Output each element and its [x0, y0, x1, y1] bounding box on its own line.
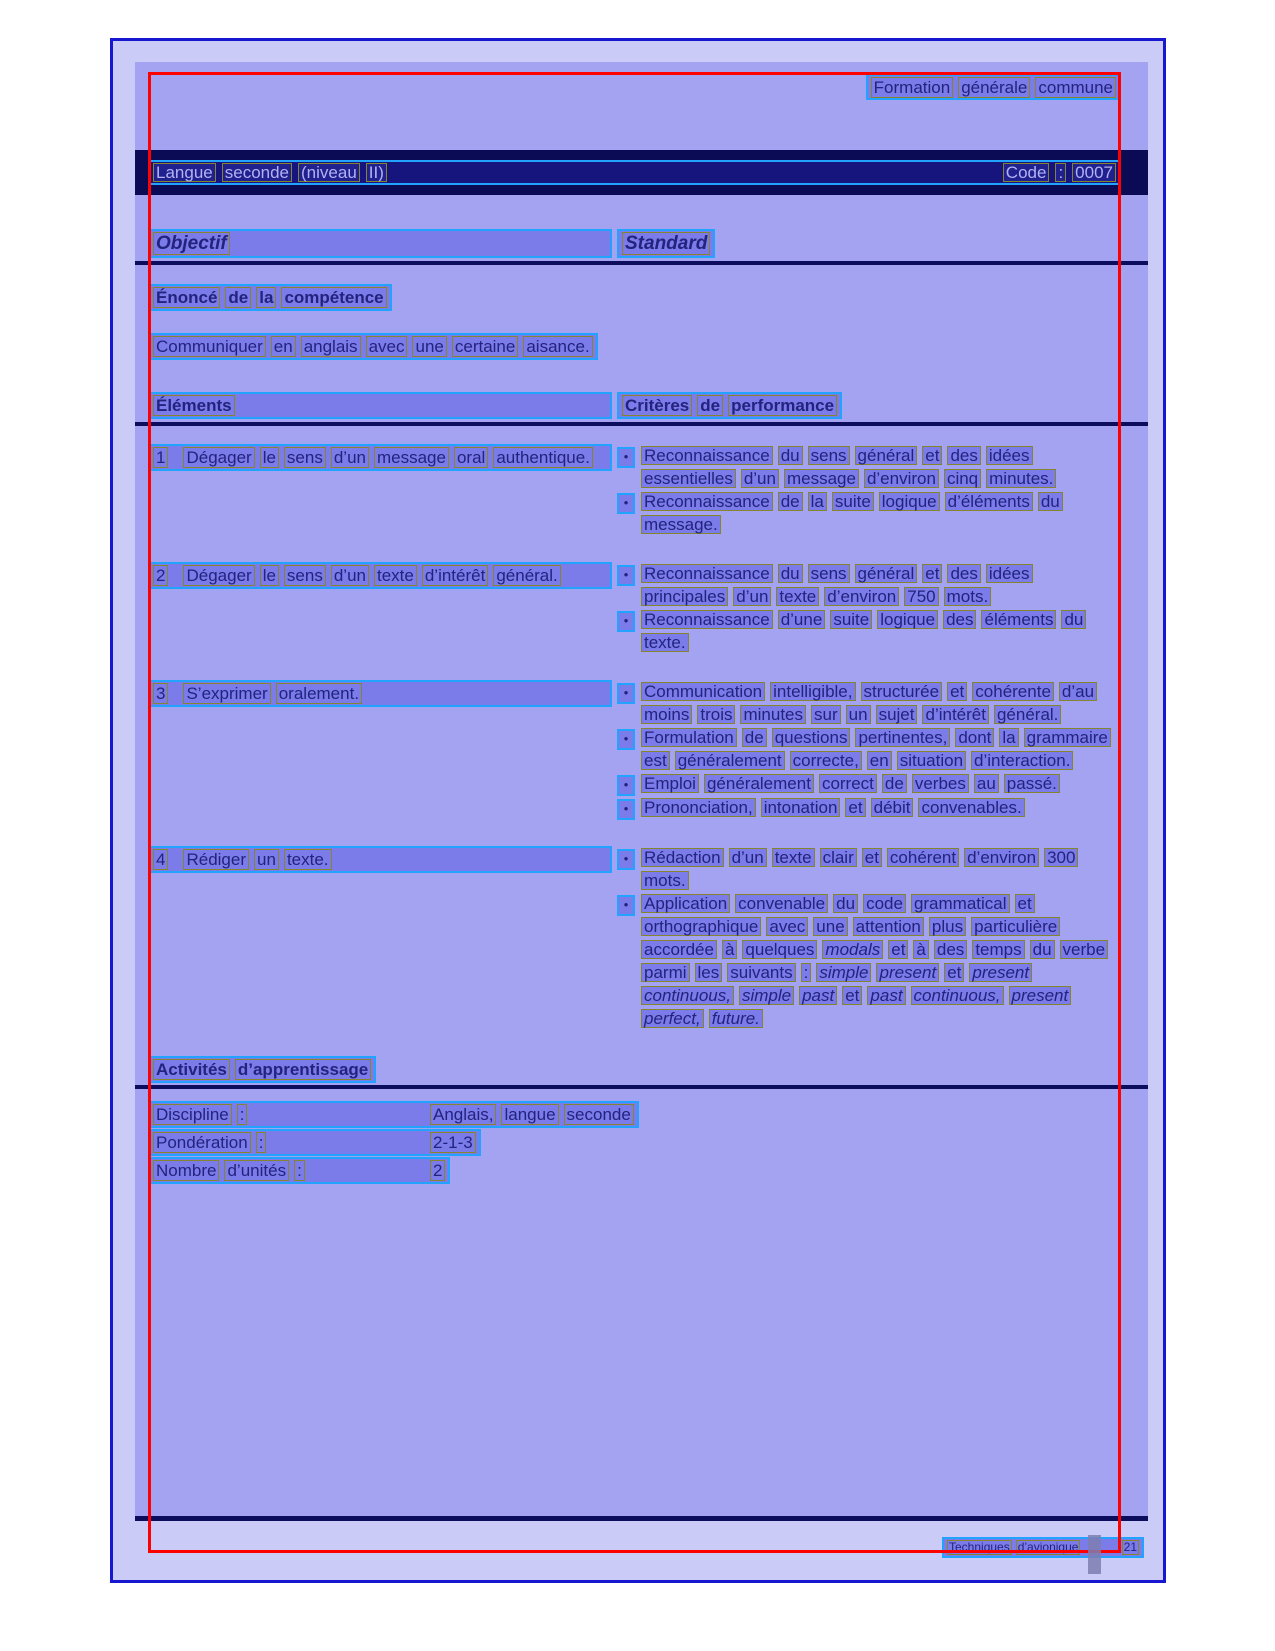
word-box: d’intérêt: [922, 705, 988, 724]
word-box: les: [695, 963, 723, 982]
word-box: grammatical: [911, 894, 1010, 913]
word-box: passé.: [1004, 774, 1060, 793]
word-box: sens: [808, 446, 850, 465]
word-box: simple: [816, 963, 871, 982]
bullet-icon: •: [617, 493, 635, 514]
word-box: :: [237, 1104, 248, 1125]
word-box: :: [801, 963, 812, 982]
criterion-item: [617, 444, 1121, 490]
word-box: général.: [994, 705, 1061, 724]
word-box: past: [799, 986, 837, 1005]
word-box: texte.: [641, 633, 689, 652]
element-cell: [148, 562, 612, 589]
field-row: [148, 1101, 639, 1128]
word-box: et: [1015, 894, 1035, 913]
criterion-item: [617, 490, 1121, 536]
word-box: et: [842, 986, 862, 1005]
bullet-icon: •: [617, 775, 635, 796]
word-box: 750: [904, 587, 938, 606]
word-box: dont: [955, 728, 994, 747]
word-box: un: [846, 705, 871, 724]
word-box: 0007: [1072, 163, 1116, 182]
word-box: verbes: [912, 774, 969, 793]
word-box: 2: [430, 1160, 445, 1181]
word-box: Formation: [871, 77, 954, 98]
word-box: plus: [929, 917, 966, 936]
field-label: [153, 1160, 425, 1181]
word-box: d’environ: [824, 587, 899, 606]
word-box: avec: [766, 917, 808, 936]
activites-title: [148, 1056, 376, 1083]
word-box: II): [366, 163, 387, 182]
word-box: la: [808, 492, 827, 511]
word-box: Discipline: [153, 1104, 232, 1125]
word-box: du: [1061, 610, 1086, 629]
word-box: sens: [808, 564, 850, 583]
element-row: [148, 846, 1121, 1030]
word-box: mots.: [641, 871, 689, 890]
word-box: Reconnaissance: [641, 564, 773, 583]
content-area: [135, 62, 1148, 1521]
word-box: Communication: [641, 682, 765, 701]
word-box: Rédaction: [641, 848, 724, 867]
enonce-statement: [148, 333, 598, 360]
word-box: temps: [972, 940, 1024, 959]
bullet-icon: •: [617, 565, 635, 586]
word-box: d’un: [331, 565, 369, 586]
word-box: général: [855, 446, 918, 465]
word-box: suite: [830, 610, 872, 629]
word-box: compétence: [281, 287, 386, 308]
word-box: cohérent: [887, 848, 959, 867]
word-box: sur: [811, 705, 841, 724]
word-box: Dégager: [183, 447, 254, 468]
field-value: [430, 1160, 445, 1181]
word-box: du: [1030, 940, 1055, 959]
word-box: aisance.: [523, 336, 592, 357]
word-box: Communiquer: [153, 336, 266, 357]
bullet-icon: •: [617, 895, 635, 916]
bullet-icon: •: [617, 729, 635, 750]
word-box: d’un: [733, 587, 771, 606]
word-box: d’environ: [864, 469, 939, 488]
word-box: mots.: [944, 587, 992, 606]
word-box: modals: [822, 940, 883, 959]
word-box: performance: [728, 395, 837, 416]
word-box: et: [944, 963, 964, 982]
title-bar: [135, 150, 1148, 195]
word-box: de: [697, 395, 723, 416]
word-box: convenables.: [918, 798, 1024, 817]
criterion-item: [617, 796, 1121, 820]
word-box: clair: [820, 848, 857, 867]
word-box: Formulation: [641, 728, 737, 747]
word-box: moins: [641, 705, 692, 724]
word-box: au: [974, 774, 999, 793]
word-box: seconde: [564, 1104, 634, 1125]
word-box: du: [1038, 492, 1063, 511]
word-box: convenable: [735, 894, 828, 913]
bullet-icon: •: [617, 849, 635, 870]
word-box: certaine: [452, 336, 518, 357]
course-title: [153, 163, 387, 182]
word-box: orthographique: [641, 917, 761, 936]
word-box: oral: [454, 447, 488, 468]
word-box: 3: [153, 683, 168, 704]
bullet-icon: •: [617, 447, 635, 468]
word-box: continuous,: [911, 986, 1004, 1005]
word-box: généralement: [704, 774, 814, 793]
word-box: d’un: [729, 848, 767, 867]
word-box: du: [778, 446, 803, 465]
word-box: minutes.: [986, 469, 1056, 488]
word-box: logique: [877, 610, 938, 629]
page-footer: [942, 1537, 1144, 1558]
word-box: intonation: [761, 798, 841, 817]
word-box: une: [412, 336, 446, 357]
criterion-item: [617, 608, 1121, 654]
word-box: d’apprentissage: [235, 1059, 371, 1080]
word-box: pertinentes,: [855, 728, 950, 747]
criterion-text: [641, 444, 1121, 490]
word-box: 2-1-3: [430, 1132, 476, 1153]
word-box: Techniques: [949, 1540, 1010, 1554]
criterion-text: [641, 562, 1121, 608]
element-cell: [148, 680, 612, 707]
criteria-cell: [617, 562, 1121, 654]
word-box: le: [260, 447, 279, 468]
footer-page-number: [1122, 1540, 1139, 1555]
word-box: perfect,: [641, 1009, 704, 1028]
word-box: d’intérêt: [422, 565, 488, 586]
word-box: la: [999, 728, 1018, 747]
word-box: d’avionique: [1017, 1540, 1079, 1554]
word-box: d’une: [778, 610, 826, 629]
field-row: [148, 1157, 450, 1184]
enonce-title: [148, 284, 392, 311]
word-box: général: [855, 564, 918, 583]
horizontal-rule: [135, 261, 1148, 265]
word-box: logique: [879, 492, 940, 511]
word-box: message: [784, 469, 859, 488]
word-box: structurée: [861, 682, 943, 701]
horizontal-rule: [135, 422, 1148, 426]
word-box: Code: [1003, 163, 1050, 182]
word-box: en: [271, 336, 296, 357]
word-box: d’au: [1059, 682, 1097, 701]
doc-category-row: [148, 62, 1121, 100]
criterion-item: [617, 562, 1121, 608]
word-box: à: [913, 940, 928, 959]
word-box: idées: [986, 564, 1033, 583]
word-box: d’un: [331, 447, 369, 468]
word-box: généralement: [675, 751, 785, 770]
word-box: Prononciation,: [641, 798, 756, 817]
word-box: message.: [641, 515, 721, 534]
objectif-standard-row: [148, 229, 1121, 258]
word-box: Dégager: [183, 565, 254, 586]
word-box: Langue: [153, 163, 216, 182]
word-box: le: [260, 565, 279, 586]
criterion-item: [617, 726, 1121, 772]
criteria-cell: [617, 846, 1121, 1030]
word-box: du: [833, 894, 858, 913]
word-box: 2: [153, 565, 168, 586]
field-label: [153, 1104, 425, 1125]
footer-program: [947, 1540, 1080, 1555]
word-box: de: [778, 492, 803, 511]
word-box: intelligible,: [770, 682, 855, 701]
word-box: suivants: [727, 963, 795, 982]
activites-fields: [148, 1101, 1121, 1185]
word-box: continuous,: [641, 986, 734, 1005]
word-box: Anglais,: [430, 1104, 496, 1125]
word-box: Énoncé: [153, 287, 220, 308]
word-box: d’un: [741, 469, 779, 488]
element-cell: [148, 846, 612, 873]
criterion-text: [641, 796, 1030, 819]
word-box: 21: [1123, 1540, 1137, 1554]
word-box: et: [947, 682, 967, 701]
criterion-text: [641, 726, 1121, 772]
elements-heading: [148, 392, 612, 419]
element-cell: [148, 444, 612, 471]
criterion-text: [641, 608, 1121, 654]
word-box: anglais: [301, 336, 361, 357]
word-box: message: [374, 447, 449, 468]
word-box: texte: [374, 565, 417, 586]
word-box: de: [225, 287, 251, 308]
criterion-text: [641, 772, 1065, 795]
word-box: oralement.: [276, 683, 362, 704]
word-box: d’environ: [964, 848, 1039, 867]
word-box: trois: [697, 705, 735, 724]
word-box: grammaire: [1024, 728, 1111, 747]
word-box: :: [1055, 163, 1066, 182]
word-box: texte: [776, 587, 819, 606]
word-box: à: [722, 940, 737, 959]
word-box: sujet: [876, 705, 918, 724]
word-box: texte.: [284, 849, 332, 870]
word-box: questions: [772, 728, 851, 747]
word-box: minutes: [740, 705, 806, 724]
criterion-text: [641, 490, 1121, 536]
word-box: et: [862, 848, 882, 867]
word-box: correct: [819, 774, 877, 793]
word-box: suite: [832, 492, 874, 511]
word-box: S’exprimer: [183, 683, 270, 704]
word-box: accordée: [641, 940, 717, 959]
field-value: [430, 1104, 634, 1125]
word-box: de: [742, 728, 767, 747]
criteria-cell: [617, 680, 1121, 820]
word-box: débit: [871, 798, 914, 817]
field-row: [148, 1129, 481, 1156]
word-box: seconde: [222, 163, 292, 182]
word-box: Standard: [622, 232, 710, 255]
word-box: 4: [153, 849, 168, 870]
word-box: d’interaction.: [971, 751, 1073, 770]
word-box: situation: [897, 751, 966, 770]
criterion-text: [641, 680, 1121, 726]
word-box: 300: [1044, 848, 1078, 867]
criteria-cell: [617, 444, 1121, 536]
word-box: code: [863, 894, 906, 913]
elements-table: [148, 444, 1121, 1030]
word-box: et: [922, 446, 942, 465]
word-box: sens: [284, 565, 326, 586]
word-box: en: [867, 751, 892, 770]
criterion-text: [641, 892, 1121, 1030]
word-box: une: [813, 917, 847, 936]
word-box: future.: [709, 1009, 763, 1028]
word-box: des: [947, 564, 980, 583]
word-box: cohérente: [972, 682, 1054, 701]
footer-line: [942, 1537, 1144, 1558]
word-box: Pondération: [153, 1132, 251, 1153]
word-box: un: [254, 849, 279, 870]
objectif-heading: [148, 229, 612, 258]
word-box: quelques: [742, 940, 817, 959]
course-code: [1003, 163, 1116, 182]
standard-heading: [617, 229, 715, 258]
word-box: des: [934, 940, 967, 959]
horizontal-rule: [135, 1085, 1148, 1089]
title-bar-line: [148, 160, 1121, 185]
word-box: Reconnaissance: [641, 492, 773, 511]
word-box: de: [882, 774, 907, 793]
word-box: particulière: [971, 917, 1060, 936]
word-box: present: [969, 963, 1032, 982]
word-box: avec: [366, 336, 408, 357]
word-box: present: [876, 963, 939, 982]
word-box: :: [256, 1132, 267, 1153]
word-box: du: [778, 564, 803, 583]
word-box: Reconnaissance: [641, 446, 773, 465]
word-box: général.: [493, 565, 560, 586]
word-box: la: [256, 287, 276, 308]
word-box: Reconnaissance: [641, 610, 773, 629]
word-box: correcte,: [790, 751, 862, 770]
criterion-item: [617, 846, 1121, 892]
criterion-item: [617, 680, 1121, 726]
word-box: d’éléments: [945, 492, 1033, 511]
criterion-item: [617, 892, 1121, 1030]
element-row: [148, 444, 1121, 536]
bullet-icon: •: [617, 799, 635, 820]
word-box: parmi: [641, 963, 690, 982]
element-row: [148, 562, 1121, 654]
word-box: d’unités: [224, 1160, 289, 1181]
word-box: éléments: [981, 610, 1056, 629]
doc-category: [866, 74, 1121, 100]
word-box: et: [888, 940, 908, 959]
criterion-text: [641, 846, 1121, 892]
word-box: cinq: [944, 469, 981, 488]
word-box: Critères: [622, 395, 692, 416]
word-box: verbe: [1060, 940, 1109, 959]
word-box: authentique.: [493, 447, 593, 468]
word-box: texte: [772, 848, 815, 867]
word-box: et: [845, 798, 865, 817]
word-box: attention: [853, 917, 924, 936]
word-box: Éléments: [153, 395, 235, 416]
word-box: commune: [1035, 77, 1116, 98]
word-box: Nombre: [153, 1160, 219, 1181]
element-row: [148, 680, 1121, 820]
field-value: [430, 1132, 476, 1153]
word-box: et: [922, 564, 942, 583]
word-box: (niveau: [298, 163, 360, 182]
word-box: idées: [986, 446, 1033, 465]
word-box: sens: [284, 447, 326, 468]
word-box: Rédiger: [183, 849, 249, 870]
word-box: Emploi: [641, 774, 699, 793]
field-label: [153, 1132, 425, 1153]
word-box: langue: [501, 1104, 558, 1125]
word-box: est: [641, 751, 670, 770]
bullet-icon: •: [617, 611, 635, 632]
criteres-heading: [617, 392, 842, 419]
word-box: Objectif: [153, 232, 230, 255]
word-box: Application: [641, 894, 730, 913]
cursor-marker: [1088, 1535, 1101, 1574]
word-box: essentielles: [641, 469, 736, 488]
word-box: des: [943, 610, 976, 629]
word-box: present: [1009, 986, 1072, 1005]
word-box: simple: [739, 986, 794, 1005]
word-box: Activités: [153, 1059, 230, 1080]
word-box: des: [947, 446, 980, 465]
word-box: générale: [958, 77, 1030, 98]
word-box: past: [867, 986, 905, 1005]
word-box: :: [294, 1160, 305, 1181]
elements-criteres-row: [148, 392, 1121, 419]
word-box: 1: [153, 447, 168, 468]
bullet-icon: •: [617, 683, 635, 704]
criterion-item: [617, 772, 1121, 796]
word-box: principales: [641, 587, 728, 606]
